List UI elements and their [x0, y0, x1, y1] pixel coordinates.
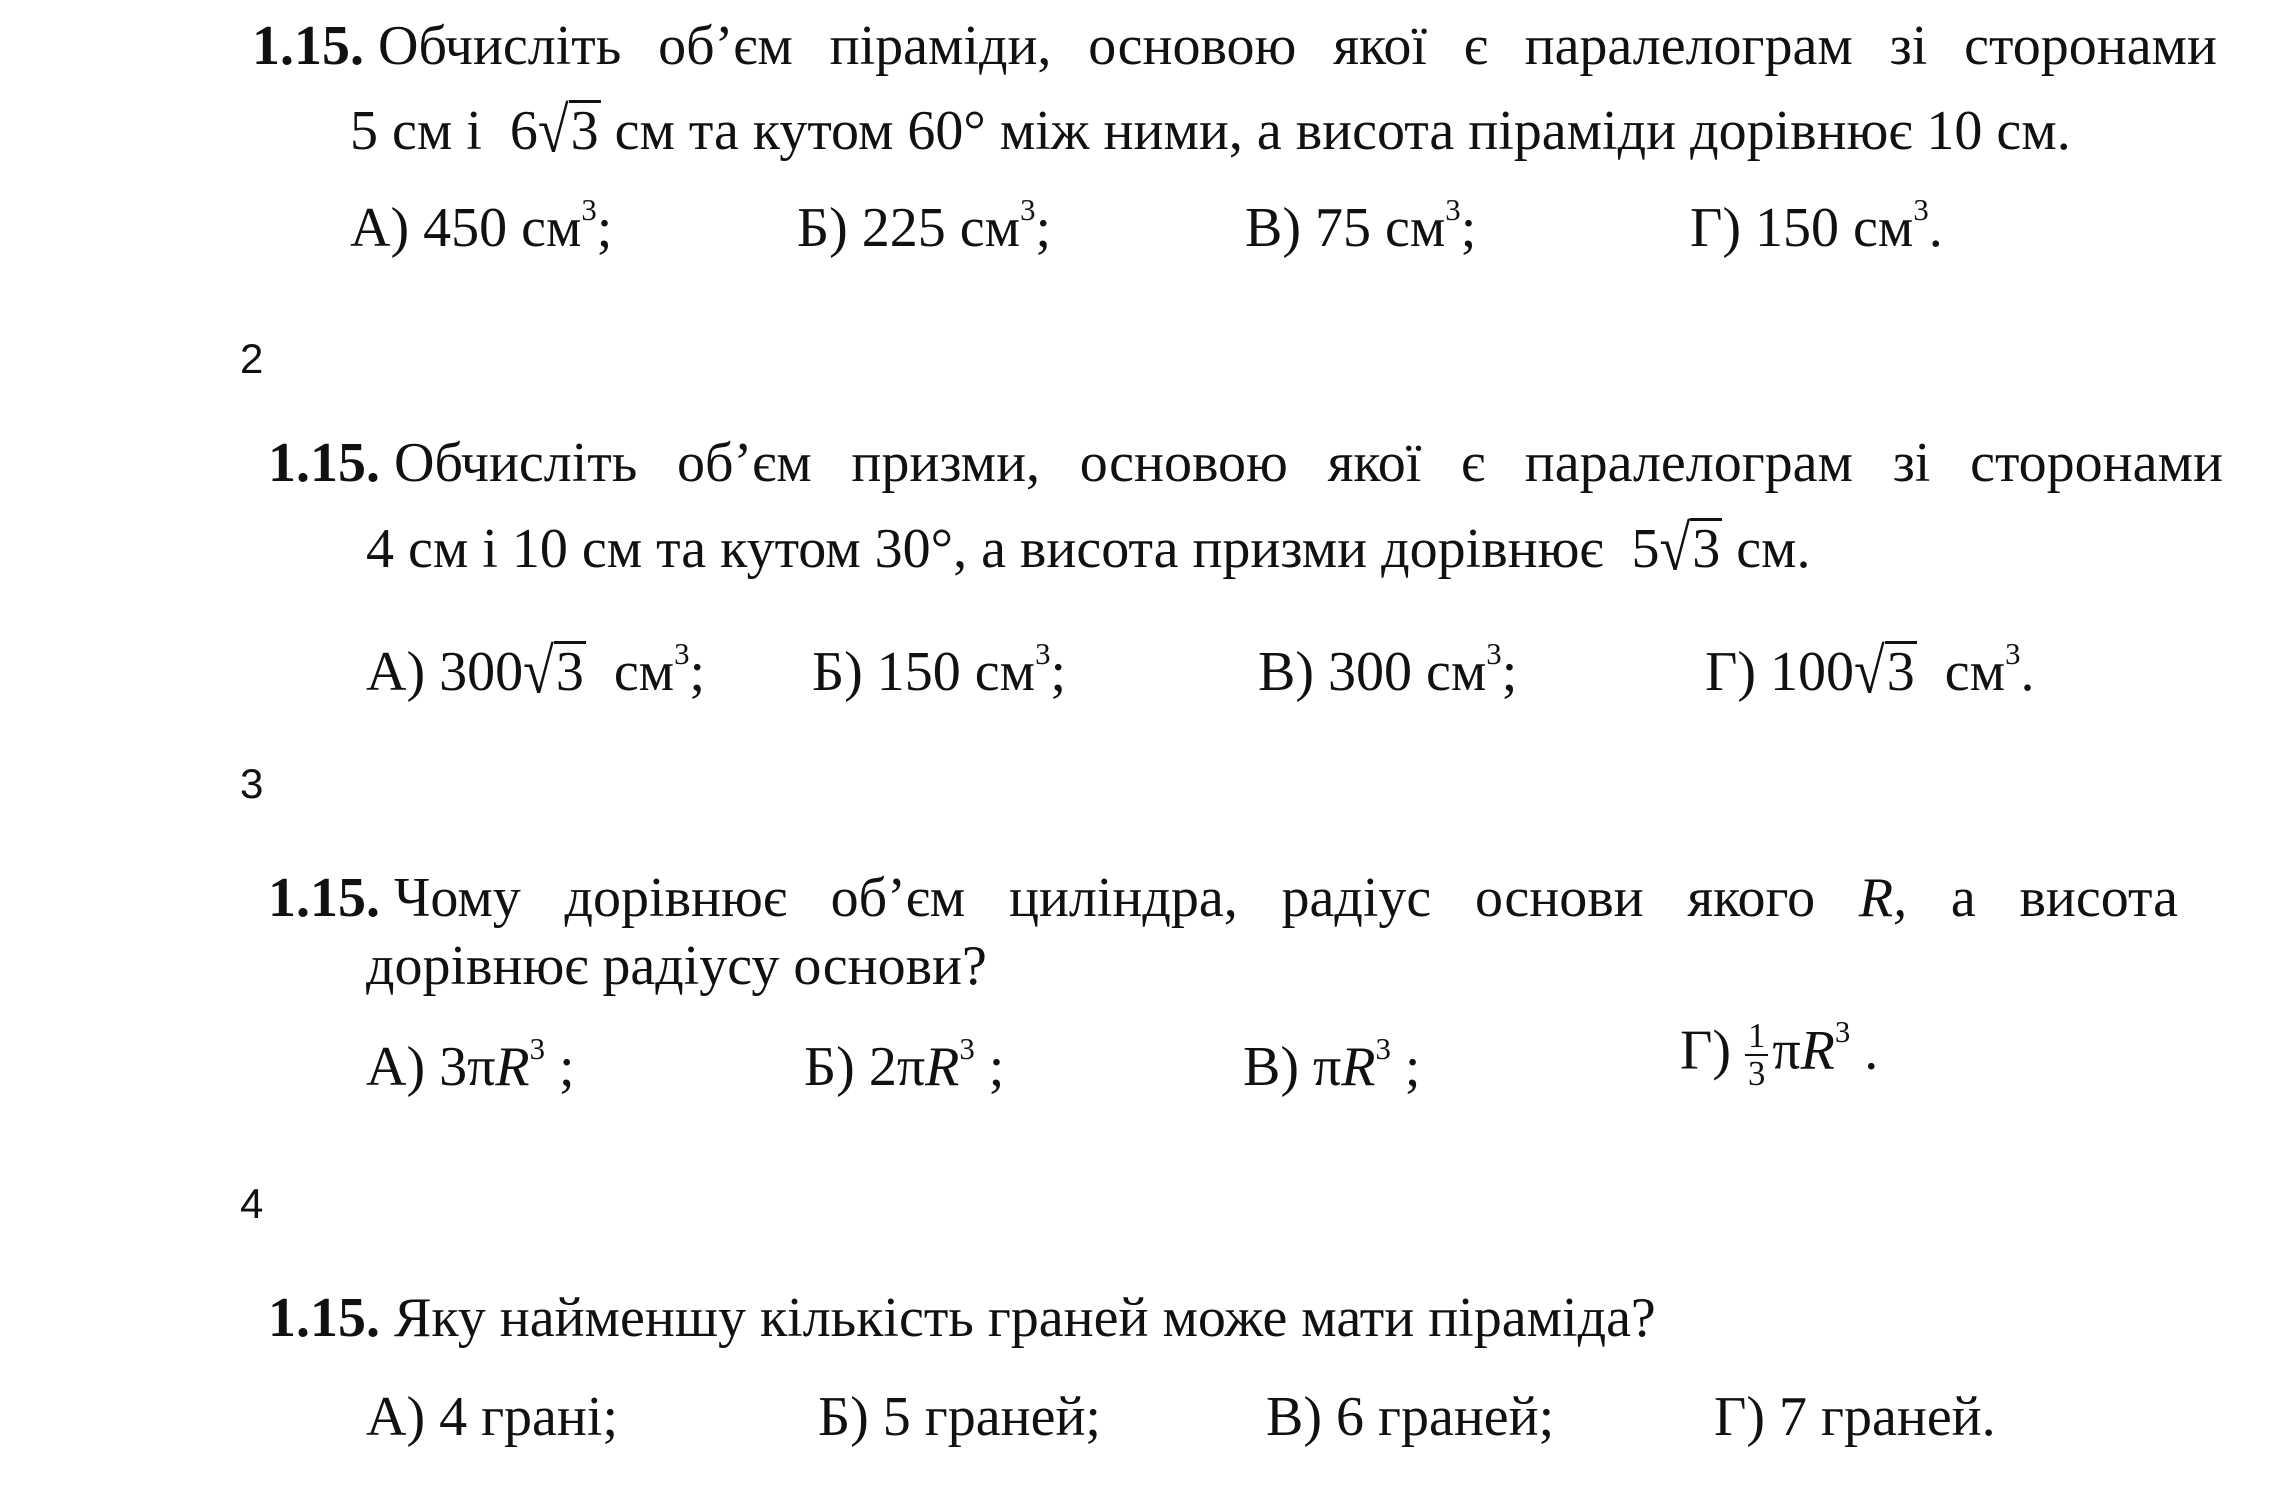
problem-4-option-c: В) 6 граней; — [1266, 1386, 1555, 1448]
problem-2-option-d: Г) 100√3 $см^3$. — [1705, 636, 2035, 708]
word: призми, — [851, 432, 1041, 494]
word: а — [1950, 867, 1976, 929]
word: зі — [1892, 432, 1931, 494]
section-number: 3 — [240, 760, 264, 807]
problem-1-line-1 — [252, 15, 2217, 77]
problem-2-option-c: В) 300 $см^3$; — [1258, 636, 1518, 703]
problem-3-line-1 — [268, 867, 2178, 929]
problem-1-option-c: В) 75 $см^3$; — [1245, 192, 1477, 259]
word: паралелограм — [1524, 432, 1853, 494]
problem-number: 1.15. Обчисліть — [268, 432, 638, 494]
word: якої — [1327, 432, 1422, 494]
sqrt: √3 — [537, 95, 599, 167]
word: є — [1461, 432, 1486, 494]
word: основою — [1079, 432, 1288, 494]
word: сторонами — [1964, 15, 2217, 77]
section-number: 2 — [240, 335, 264, 382]
sqrt: √3 — [1854, 636, 1915, 708]
problem-2-option-b: Б) 150 $см^3$; — [812, 636, 1067, 703]
section-number: 4 — [240, 1180, 264, 1227]
problem-number: 1.15. — [268, 1287, 380, 1349]
problem-number: 1.15. Чому — [268, 867, 521, 929]
word: є — [1463, 15, 1488, 77]
word: об’єм — [830, 867, 966, 929]
problem-3-option-b: Б) $2\pi R^3$ ; — [804, 1031, 1005, 1098]
word: об’єм — [658, 15, 793, 77]
problem-2-option-a: А) 300√3 $см^3$; — [366, 636, 706, 708]
word: основи — [1475, 867, 1644, 929]
word: дорівнює — [564, 867, 787, 929]
problem-4-option-a: А) 4 грані; — [366, 1386, 618, 1448]
word: якого — [1687, 867, 1816, 929]
word: висота — [2019, 867, 2178, 929]
fraction: $\frac{1}{3}$ — [1745, 1018, 1768, 1093]
word: циліндра, — [1008, 867, 1238, 929]
word: якої — [1333, 15, 1427, 77]
word: паралелограм — [1524, 15, 1853, 77]
problem-1-option-d: Г) 150 $см^3$. — [1690, 192, 1943, 259]
word: об’єм — [677, 432, 812, 494]
problem-3-option-d: Г) $\frac{1}{3}$ $\pi R^3$ . — [1680, 1015, 1879, 1094]
word: піраміди, — [829, 15, 1052, 77]
problem-1-line-2: 5 см і 6√3 см та кутом 60° між ними, а висота піраміди дорівнює 10 см. — [350, 95, 2071, 167]
problem-number: 1.15. Обчисліть — [252, 15, 622, 77]
word: радіус — [1281, 867, 1432, 929]
problem-3-option-c: В) $\pi R^3$ ; — [1243, 1031, 1421, 1098]
problem-2-line-1 — [268, 432, 2223, 494]
sqrt: √3 — [523, 636, 584, 708]
problem-1-option-a: А) 450 $см^3$; — [350, 192, 613, 259]
problem-3-option-a: А) $3\pi R^3$ ; — [366, 1031, 575, 1098]
problem-2-line-2: 4 см і 10 см та кутом 30°, а висота призми дорівнює 5√3 см. — [366, 513, 1811, 585]
problem-4-line-1: 1.15. Яку найменшу кількість граней може мати піраміда? — [268, 1287, 1656, 1349]
problem-4-option-d: Г) 7 граней. — [1714, 1386, 1996, 1448]
word: R, — [1858, 867, 1908, 929]
word: основою — [1088, 15, 1297, 77]
word: зі — [1889, 15, 1928, 77]
problem-3-line-2: дорівнює радіусу основи? — [366, 935, 987, 997]
sqrt: √3 — [1659, 513, 1721, 585]
problem-4-option-b: Б) 5 граней; — [818, 1386, 1101, 1448]
problem-1-option-b: Б) 225 $см^3$; — [797, 192, 1052, 259]
word: сторонами — [1970, 432, 2223, 494]
